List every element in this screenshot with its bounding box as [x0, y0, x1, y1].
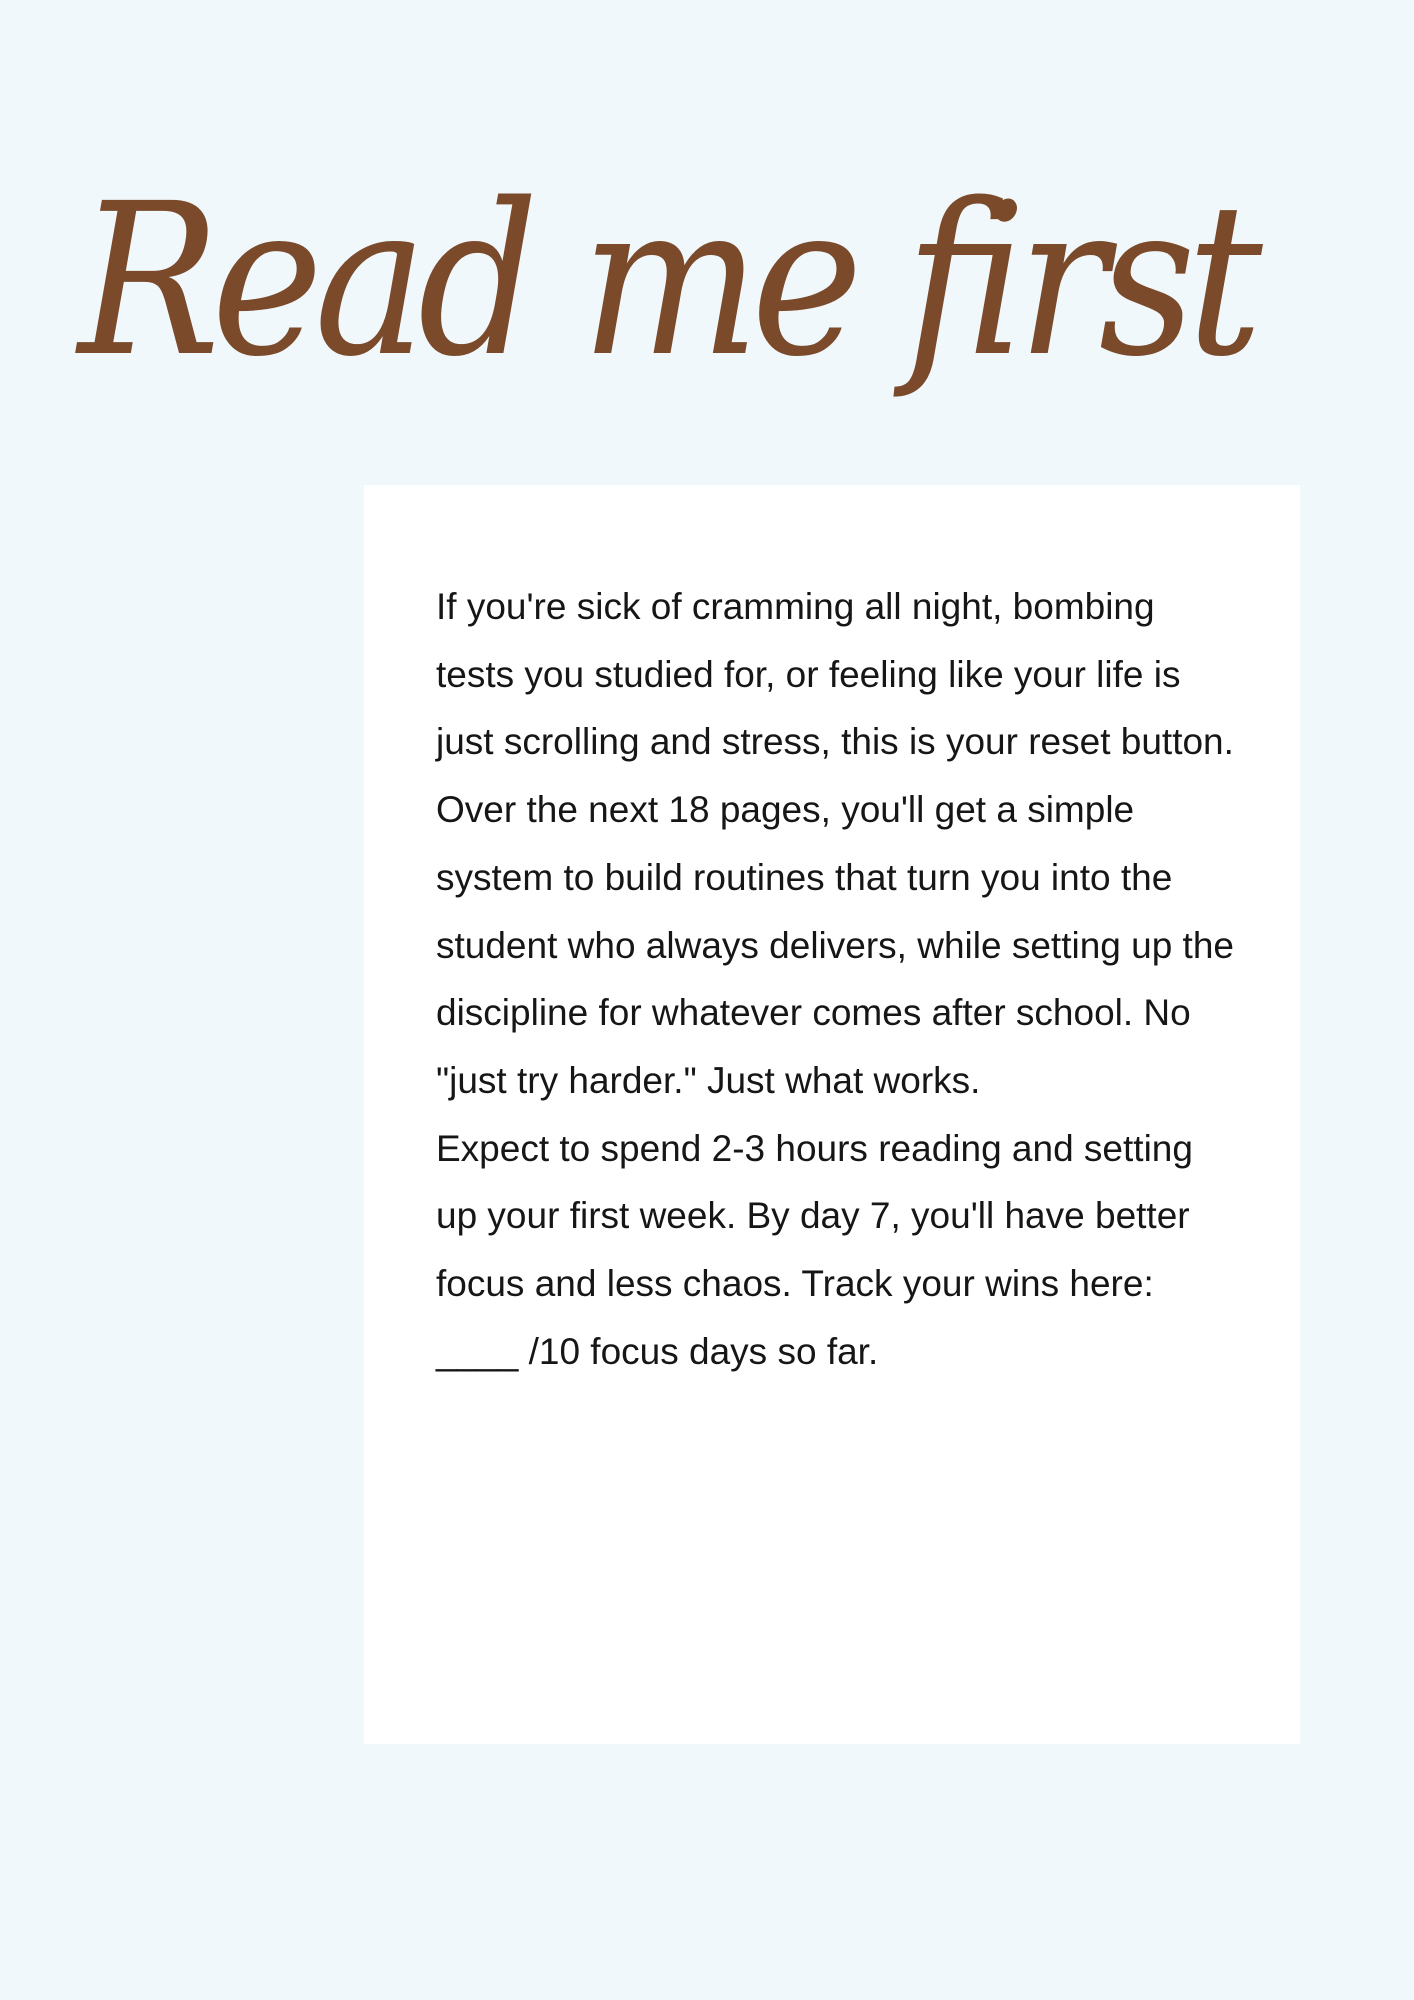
- intro-paragraph: If you're sick of cramming all night, bombing tests you studied for, or feeling like your life is just scrolling and stress, this is your reset button. Over the next 18 pages, you'll get a simple system to build routines that turn you into the student who always delivers, while setting up the discipline for whatever comes after school. No "just try harder." Just what works.: [436, 586, 1234, 1101]
- page-title: Read me first: [78, 158, 1254, 403]
- content-card: [364, 485, 1300, 1744]
- expectation-paragraph: Expect to spend 2-3 hours reading and setting up your first week. By day 7, you'll have better focus and less chaos. Track your wins here: ____ /10 focus days so far.: [436, 1127, 1193, 1372]
